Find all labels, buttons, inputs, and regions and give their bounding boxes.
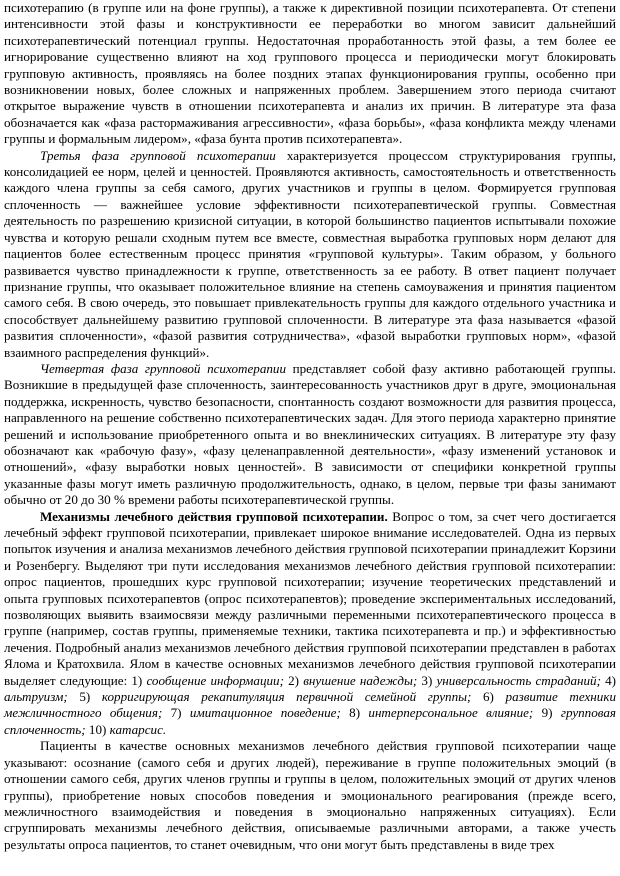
- mechanism-number: 7): [170, 705, 182, 721]
- document-page: [4, 0, 616, 853]
- mechanism-number: 3): [421, 672, 433, 688]
- paragraph-patients: [4, 738, 616, 853]
- phase-three-heading: Третья фаза групповой психотерапии: [40, 147, 276, 163]
- mechanism-item: развитие техники межличностного общения;: [4, 689, 616, 721]
- phase-four-heading: Четвертая фаза групповой психотерапии: [40, 360, 287, 376]
- mechanism-item: альтруизм;: [4, 689, 68, 705]
- mechanism-number: 10): [88, 721, 107, 737]
- paragraph-text: Пациенты в качестве основных механизмов лечебного действия групповой психотерапии чаще указывают: осознание (самого себя и других людей), переживание в группе положительных эмоций (в отношении самого себя, других членов группы и группы в целом, положительных эмоций от других членов группы), приобретение новых способов поведения и эмоционального реагирования (прежде всего, межличностного взаимодействия и поведения в эмоционально напряженных ситуациях). Если сгруппировать механизмы лечебного действия, описываемые различными авторами, а также учесть результаты опроса пациентов, то станет очевидным, что они могут быть представлены в виде трех: [4, 738, 616, 852]
- mechanism-number: 5): [79, 689, 91, 705]
- paragraph-text: Вопрос о том, за счет чего достигается лечебный эффект групповой психотерапии, привлекает широкое внимание исследователей. Одна из первых попыток изучения и анализа механизмов лечебного действия групповой психотерапии принадлежит Корзини и Розенбергу. Выделяют три пути исследования механизмов лечебного действия групповой психотерапии: опрос пациентов, прошедших курс групповой психотерапии; изучение теоретических представлений и опыта групповых психотерапевтов (опрос психотерапевтов); проведение экспериментальных исследований, позволяющих выявить взаимосвязи между различными переменными психотерапевтического процесса в группе (например, состав группы, применяемые техники, тактика психотерапевта и пр.) и эффективностью лечения. Подробный анализ механизмов лечебного действия групповой психотерапии представлен в работах Ялома и Кратохвила. Ялом в качестве основных механизмов лечебного действия групповой психотерапии выделяет следующие:: [4, 508, 616, 688]
- mechanism-item: внушение надежды;: [303, 672, 418, 688]
- paragraph-phase-four: [4, 361, 616, 509]
- paragraph-text: представляет собой фазу активно работающей группы. Возникшие в предыдущей фазе сплоченность, заинтересованность участников друг в друге, эмоциональная поддержка, искренность, чувство безопасности, спонтанность создают возможности для развития процесса, направленного на решение собственно психотерапевтических задач. Для этого периода характерно принятие решений и использование приобретенного опыта и во внеклинических ситуациях. В литературе эту фазу обозначают как «рабочую фазу», «фазу целенаправленной деятельности», «фазу изменений установок и отношений», «фазу выработки новых ценностей». В зависимости от специфики конкретной группы указанные фазы могут иметь различную продолжительность, однако, в целом, первые три фазы занимают обычно от 20 до 30 % времени работы психотерапевтической группы.: [4, 360, 616, 508]
- mechanism-item: имитационное поведение;: [189, 705, 341, 721]
- paragraph-phase-two-end: [4, 0, 616, 148]
- mechanism-number: 8): [349, 705, 361, 721]
- mechanism-item: сообщение информации;: [146, 672, 284, 688]
- mechanism-item: корригирующая рекапитуляция первичной семейной группы;: [101, 689, 472, 705]
- mechanism-number: 1): [131, 672, 143, 688]
- paragraph-mechanisms: [4, 509, 616, 739]
- mechanism-item: универсальность страданий;: [436, 672, 601, 688]
- mechanism-item: интерперсональное влияние;: [368, 705, 534, 721]
- mechanism-number: 4): [605, 672, 617, 688]
- mechanism-number: 2): [288, 672, 300, 688]
- mechanism-number: 6): [483, 689, 494, 705]
- mechanism-item: групповая сплоченность;: [4, 705, 617, 737]
- mechanism-item: катарсис.: [109, 721, 167, 737]
- paragraph-text: характеризуется процессом структурирования группы, консолидацией ее норм, целей и ценностей. Проявляются активность, самостоятельность и ответственность каждого члена группы за себя самого, других участников и группы в целом. Формируется групповая сплоченность — важнейшее условие эффективности психотерапевтической группы. Совместная деятельность по разрешению кризисной ситуации, в которой большинство пациентов испытывали похожие чувства и которую решали сходным путем все вместе, совместная выработка групповых норм делают для пациентов более естественным процесс принятия «групповой культуры». Таким образом, у больного развивается чувство принадлежности к группе, ответственность за ее работу. В ответ пациент получает признание группы, что оказывает положительное влияние на степень самоуважения и принятия пациентом самого себя. В свою очередь, это повышает привлекательность группы для каждого отдельного участника и способствует дальнейшему развитию групповой сплоченности. В литературе эта фаза называется «фазой развития сплоченности», «фазой развития сотрудничества», «фазой выработки групповых норм», «фазой взаимного распределения функций».: [4, 147, 616, 360]
- mechanisms-heading: Механизмы лечебного действия групповой психотерапии.: [40, 508, 388, 524]
- paragraph-phase-three: [4, 148, 616, 361]
- paragraph-text: психотерапию (в группе или на фоне группы), а также к директивной позиции психотерапевта. От степени интенсивности этой фазы и конструктивности ее переработки во многом зависит дальнейший психотерапевтический потенциал группы. Недостаточная проработанность этой фазы, а тем более ее игнорирование существенно влияют на ход группового процесса и периодически могут блокировать групповую активность, проявляясь на более поздних этапах функционирования группы, особенно при возникновении новых, более сложных и напряженных проблем. Завершением этого периода считают открытое выражение чувств в отношении психотерапевта и анализ их причин. В литературе эта фаза обозначается как «фаза растормаживания агрессивности», «фаза борьбы», «фаза конфликта между членами группы и формальным лидером», «фаза бунта против психотерапевта».: [4, 0, 616, 147]
- mechanism-number: 9): [541, 705, 553, 721]
